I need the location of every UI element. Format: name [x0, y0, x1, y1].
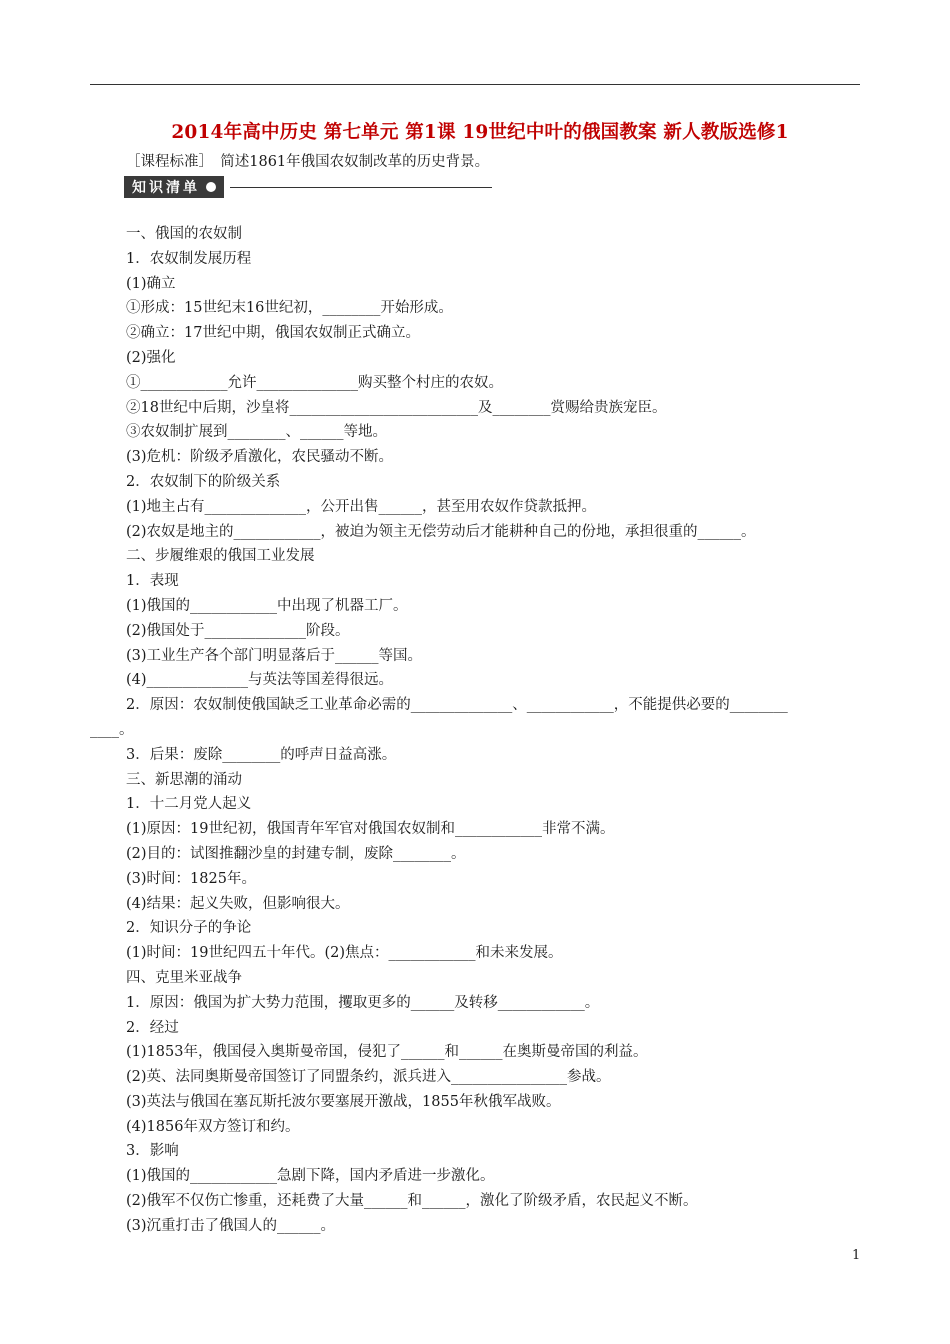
text-line: 3．后果：废除________的呼声日益高涨。	[126, 746, 397, 763]
text-line: 3．影响	[126, 1143, 179, 1160]
text-line: (2)强化	[126, 349, 176, 366]
text-line: (3)沉重打击了俄国人的______。	[126, 1217, 336, 1234]
text-line: 一、俄国的农奴制	[126, 226, 242, 242]
text-line: 1．原因：俄国为扩大势力范围，攫取更多的______及转移____________。	[126, 994, 600, 1011]
text-line: 2．经过	[126, 1019, 179, 1036]
text-line: ____。	[90, 721, 134, 738]
text-line: 1．表现	[126, 573, 179, 590]
text-line: (3)工业生产各个部门明显落后于______等国。	[126, 647, 423, 664]
page-number: 1	[852, 1248, 861, 1263]
text-line: ①____________允许______________购买整个村庄的农奴。	[126, 374, 503, 391]
text-line: (1)俄国的____________急剧下降，国内矛盾进一步激化。	[126, 1168, 495, 1185]
text-line: 1．十二月党人起义	[126, 796, 252, 813]
text-line: ③农奴制扩展到________、______等地。	[126, 424, 387, 441]
text-line: (2)目的：试图推翻沙皇的封建专制，废除________。	[126, 845, 466, 862]
text-line: 四、克里米亚战争	[126, 969, 242, 986]
text-line: (2)英、法同奥斯曼帝国签订了同盟条约，派兵进入________________参战。	[126, 1069, 611, 1086]
text-line: (2)俄军不仅伤亡惨重，还耗费了大量______和______，激化了阶级矛盾，农民起义不断。	[126, 1193, 698, 1210]
document-body	[90, 222, 866, 1239]
text-line: ②确立：17世纪中期，俄国农奴制正式确立。	[126, 325, 420, 342]
banner-label-box	[124, 176, 224, 198]
text-line: (1)时间：19世纪四五十年代。(2)焦点：____________和未来发展。	[126, 945, 563, 962]
bullet-dot-icon	[206, 182, 216, 192]
text-line: ②18世纪中后期，沙皇将__________________________及________赏赐给贵族宠臣。	[126, 399, 667, 416]
text-line: (3)英法与俄国在塞瓦斯托波尔要塞展开激战，1855年秋俄军战败。	[126, 1093, 561, 1110]
banner-label: 知识清单	[132, 180, 200, 196]
text-line: (3)危机：阶级矛盾激化，农民骚动不断。	[126, 449, 394, 466]
text-line: 1．农奴制发展历程	[126, 250, 252, 267]
document-title: 2014年高中历史 第七单元 第1课 19世纪中叶的俄国教案 新人教版选修1	[171, 122, 789, 143]
text-line: 2．农奴制下的阶级关系	[126, 473, 281, 490]
text-line: (4)1856年双方签订和约。	[126, 1118, 300, 1135]
curriculum-standard: ［课程标准］ 简述1861年俄国农奴制改革的历史背景。	[126, 154, 490, 170]
text-line: (1)俄国的____________中出现了机器工厂。	[126, 597, 408, 614]
text-line: 三、新思潮的涌动	[126, 771, 242, 788]
text-line: 二、步履维艰的俄国工业发展	[126, 548, 315, 565]
text-line: (1)地主占有______________，公开出售______，甚至用农奴作贷款抵押。	[126, 498, 597, 515]
text-line: (1)确立	[126, 275, 176, 292]
header-rule	[90, 84, 860, 85]
banner-rule	[230, 187, 492, 188]
text-line: (4)结果：起义失败，但影响很大。	[126, 895, 350, 912]
text-line: (3)时间：1825年。	[126, 870, 256, 887]
text-line: (1)1853年，俄国侵入奥斯曼帝国，侵犯了______和______在奥斯曼帝国的利益。	[126, 1044, 648, 1061]
text-line: ①形成：15世纪末16世纪初，________开始形成。	[126, 300, 453, 317]
text-line: (4)______________与英法等国差得很远。	[126, 672, 394, 689]
section-banner	[124, 176, 492, 198]
text-line: (1)原因：19世纪初，俄国青年军官对俄国农奴制和____________非常不满。	[126, 821, 615, 838]
text-line: (2)农奴是地主的____________，被迫为领主无偿劳动后才能耕种自己的份地，承担很重的______。	[126, 523, 756, 540]
text-line: 2．原因：农奴制使俄国缺乏工业革命必需的______________、____________，不能提供必要的________	[126, 697, 788, 714]
text-line: 2．知识分子的争论	[126, 920, 252, 937]
text-line: (2)俄国处于______________阶段。	[126, 622, 350, 639]
